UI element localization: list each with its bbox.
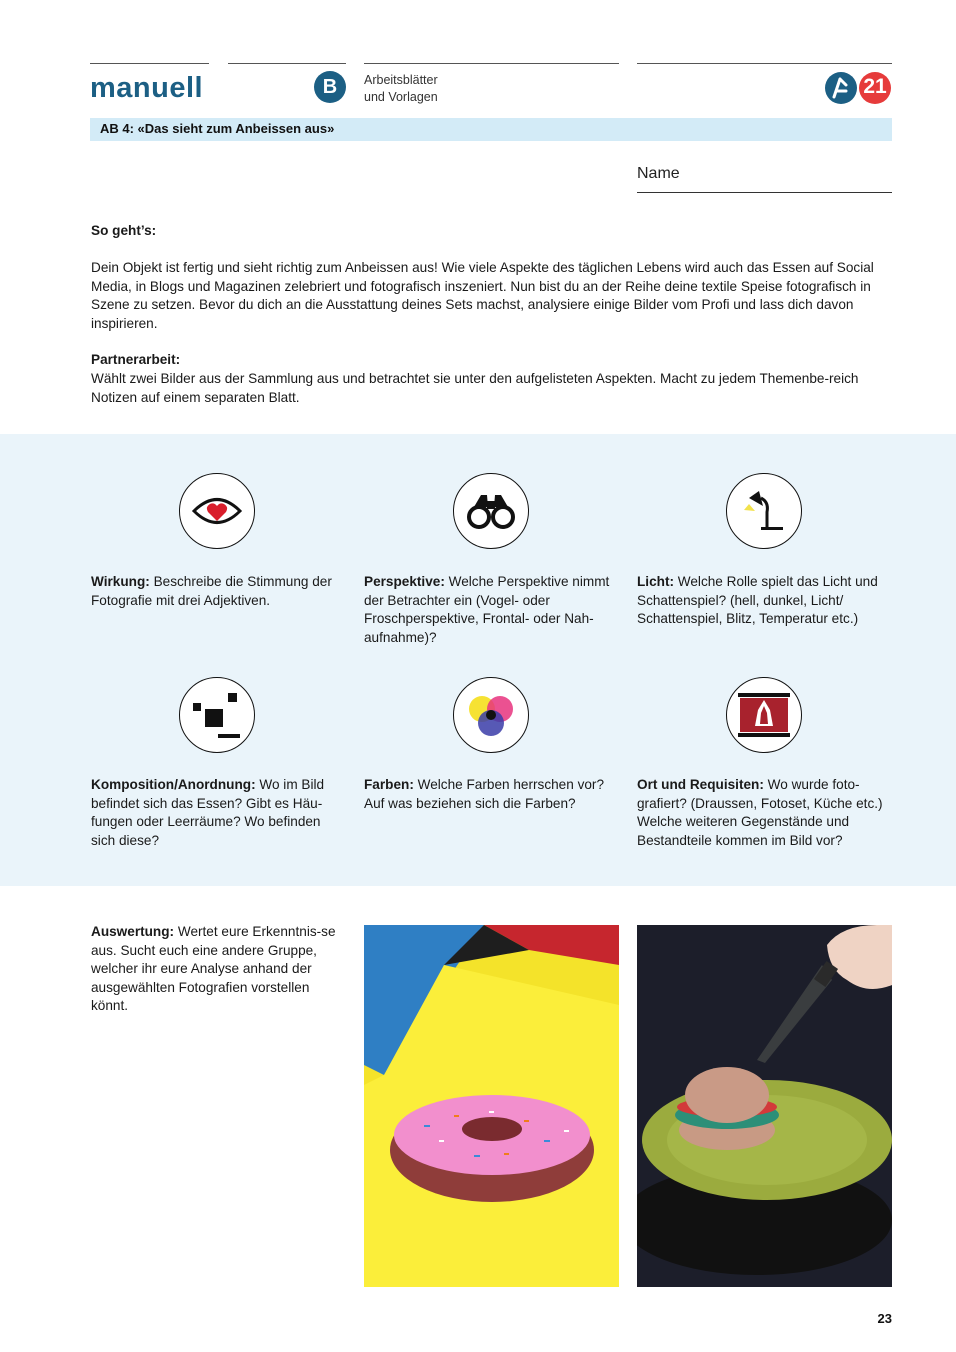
aspect-ort-text: Wo wurde foto-grafiert? (Draussen, Fotoset, Küche etc.) Welche weiteren Gegenstände und Bestandteile kommen im Bild vor? — [637, 777, 883, 848]
header-rule-3 — [364, 63, 619, 64]
partner-heading: Partnerarbeit: — [91, 352, 181, 367]
color-circles-icon — [453, 677, 529, 753]
aspect-farben-title: Farben: — [364, 777, 414, 792]
photo-felt-donut — [364, 925, 619, 1287]
stage-icon — [726, 677, 802, 753]
aspect-komposition-text: Wo im Bild befindet sich das Essen? Gibt es Häu-fungen oder Leerräume? Wo befinden sich diese? — [91, 777, 325, 848]
aspect-perspektive-text: Welche Perspektive nimmt der Betrachter ein (Vogel- oder Froschperspektive, Frontal- oder Nah-aufnahme)? — [364, 574, 610, 645]
worksheet-title: AB 4: «Das sieht zum Anbeissen aus» — [100, 121, 335, 136]
photo-crochet-burger — [637, 925, 892, 1287]
name-label: Name — [637, 165, 680, 182]
series-line-2: und Vorlagen — [364, 90, 438, 104]
aspect-wirkung-text: Beschreibe die Stimmung der Fotografie mit drei Adjektiven. — [91, 574, 332, 608]
curriculum-logo — [824, 71, 894, 105]
aspect-farben-text: Welche Farben herrschen vor? Auf was beziehen sich die Farben? — [364, 777, 605, 811]
page-number: 23 — [877, 1311, 892, 1326]
section-badge: B — [314, 71, 346, 103]
aspect-ort-title: Ort und Requisiten: — [637, 777, 764, 792]
composition-icon — [179, 677, 255, 753]
binoculars-icon — [453, 473, 529, 549]
aspect-licht — [637, 573, 895, 629]
intro-body: Dein Objekt ist fertig und sieht richtig zum Anbeissen aus! Wie viele Aspekte des täglichen Lebens wird auch das Essen auf Social Media, in Blogs und Magazinen zelebriert und fotografisch inszeniert. Nun bist du an der Reihe deine textile Speise fotografisch in Szene zu setzen. Bevor du dich an die Ausstattung deines Sets machst, analysiere einige Bilder vom Profi und lass dich davon inspirieren. — [91, 260, 874, 331]
eye-heart-icon — [179, 473, 255, 549]
header-rule-2 — [228, 63, 346, 64]
aspect-licht-title: Licht: — [637, 574, 674, 589]
aspect-wirkung — [91, 573, 341, 610]
header-rule-1 — [90, 63, 209, 64]
aspect-ort-requisiten — [637, 776, 895, 850]
aspect-komposition-title: Komposition/Anordnung: — [91, 777, 256, 792]
aspect-licht-text: Welche Rolle spielt das Licht und Schattenspiel? (hell, dunkel, Licht/ Schattenspiel, Blitz, Temperatur etc.) — [637, 574, 878, 626]
aspect-perspektive-title: Perspektive: — [364, 574, 445, 589]
aspect-farben — [364, 776, 626, 813]
name-input-line[interactable] — [637, 192, 892, 193]
evaluation-text: Wertet eure Erkenntnis-se aus. Sucht euch eine andere Gruppe, welcher ihr eure Analyse anhand der ausgewählten Fotografien vorstellen könnt. — [91, 924, 336, 1013]
evaluation-text-block — [91, 923, 349, 1016]
intro-heading: So geht’s: — [91, 223, 157, 238]
series-line-1: Arbeitsblätter — [364, 73, 438, 87]
brand-logo: manuell — [90, 72, 204, 104]
aspect-komposition — [91, 776, 343, 850]
partner-body: Wählt zwei Bilder aus der Sammlung aus und betrachtet sie unter den aufgelisteten Aspekten. Macht zu jedem Themenbe-reich Notizen auf einem separaten Blatt. — [91, 371, 859, 405]
aspect-perspektive — [364, 573, 620, 647]
curriculum-logo-number: 21 — [863, 75, 887, 98]
lamp-icon — [726, 473, 802, 549]
header-rule-4 — [637, 63, 892, 64]
aspect-wirkung-title: Wirkung: — [91, 574, 150, 589]
series-label — [364, 72, 438, 106]
worksheet-banner — [90, 118, 892, 141]
evaluation-title: Auswertung: — [91, 924, 175, 939]
